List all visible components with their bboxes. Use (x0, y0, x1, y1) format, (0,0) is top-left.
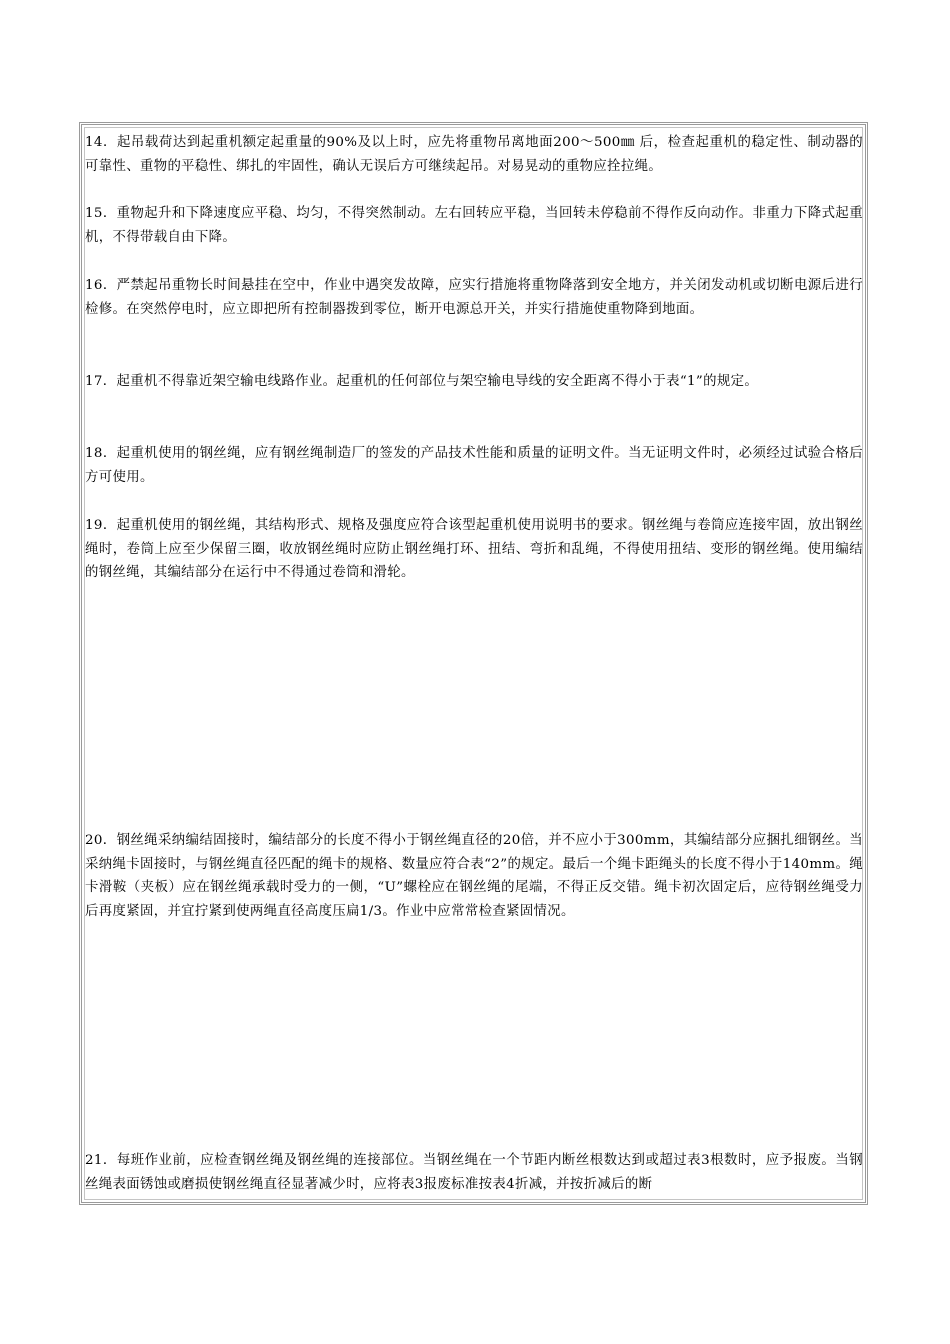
clause-17: 17．起重机不得靠近架空输电线路作业。起重机的任何部位与架空输电导线的安全距离不得小于表“1”的规定。 (85, 374, 759, 389)
document-frame (79, 122, 868, 1205)
clause-19: 19．起重机使用的钢丝绳，其结构形式、规格及强度应符合该型起重机使用说明书的要求。钢丝绳与卷筒应连接牢固，放出钢丝绳时，卷筒上应至少保留三圈，收放钢丝绳时应防止钢丝绳打环、扭结、弯折和乱绳，不得使用扭结、变形的钢丝绳。使用编结的钢丝绳，其编结部分在运行中不得通过卷筒和滑轮。 (85, 518, 863, 580)
clause-15: 15．重物起升和下降速度应平稳、均匀，不得突然制动。左右回转应平稳，当回转未停稳前不得作反向动作。非重力下降式起重机，不得带载自由下降。 (85, 206, 863, 245)
clause-14: 14．起吊载荷达到起重机额定起重量的90%及以上时，应先将重物吊离地面200～500㎜ 后，检查起重机的稳定性、制动器的可靠性、重物的平稳性、绑扎的牢固性，确认无误后方可继续起吊。对易晃动的重物应拴拉绳。 (85, 135, 863, 174)
clause-21: 21．每班作业前，应检查钢丝绳及钢丝绳的连接部位。当钢丝绳在一个节距内断丝根数达到或超过表3根数时，应予报废。当钢丝绳表面锈蚀或磨损使钢丝绳直径显著减少时，应将表3报废标准按表4折减，并按折减后的断 (85, 1153, 863, 1192)
clause-16: 16．严禁起吊重物长时间悬挂在空中，作业中遇突发故障，应实行措施将重物降落到安全地方，并关闭发动机或切断电源后进行检修。在突然停电时，应立即把所有控制器拨到零位，断开电源总开关，并实行措施使重物降到地面。 (85, 278, 863, 317)
clause-18: 18．起重机使用的钢丝绳，应有钢丝绳制造厂的签发的产品技术性能和质量的证明文件。当无证明文件时，必须经过试验合格后方可使用。 (85, 446, 863, 485)
clause-20: 20．钢丝绳采纳编结固接时，编结部分的长度不得小于钢丝绳直径的20倍，并不应小于300mm，其编结部分应捆扎细钢丝。当采纳绳卡固接时，与钢丝绳直径匹配的绳卡的规格、数量应符合表“2”的规定。最后一个绳卡距绳头的长度不得小于140mm。绳卡滑鞍（夹板）应在钢丝绳承载时受力的一侧，“U”螺栓应在钢丝绳的尾端，不得正反交错。绳卡初次固定后，应待钢丝绳受力后再度紧固，并宜拧紧到使两绳直径高度压扁1/3。作业中应常常检查紧固情况。 (85, 833, 863, 919)
